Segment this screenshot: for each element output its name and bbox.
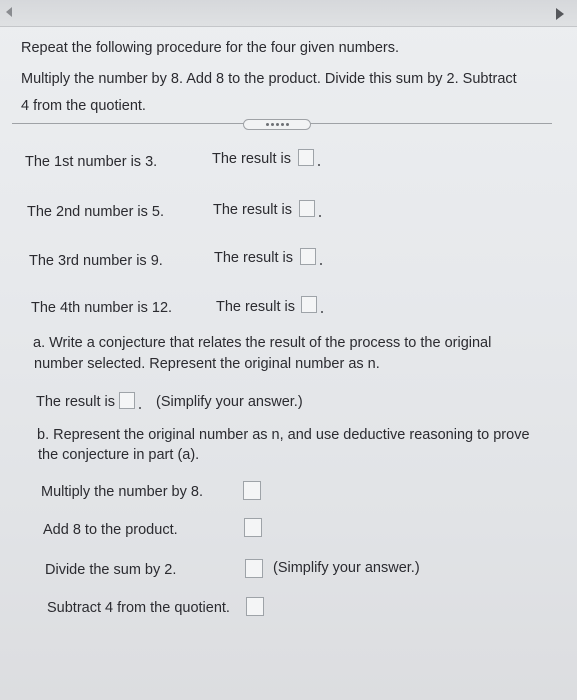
step-input-3[interactable] bbox=[245, 559, 263, 578]
step-label-4: Subtract 4 from the quotient. bbox=[47, 600, 230, 616]
result-input-4[interactable] bbox=[301, 296, 317, 313]
arrow-left-icon[interactable] bbox=[6, 7, 12, 17]
example-number-3: The 3rd number is 9. bbox=[29, 253, 163, 269]
instruction-line-2: Multiply the number by 8. Add 8 to the product. Divide this sum by 2. Subtract bbox=[21, 71, 517, 87]
step-input-2[interactable] bbox=[244, 518, 262, 537]
period-mark bbox=[139, 407, 141, 409]
part-a-simplify-note: (Simplify your answer.) bbox=[156, 394, 303, 410]
part-a-result-label: The result is bbox=[36, 394, 115, 410]
example-result-label-3: The result is bbox=[214, 250, 293, 266]
ellipsis-icon[interactable] bbox=[243, 119, 311, 130]
example-number-1: The 1st number is 3. bbox=[25, 154, 158, 170]
step-input-4[interactable] bbox=[246, 597, 264, 616]
example-number-4: The 4th number is 12. bbox=[31, 300, 173, 316]
instruction-line-3: 4 from the quotient. bbox=[21, 98, 146, 114]
instruction-line-1: Repeat the following procedure for the four given numbers. bbox=[21, 40, 400, 56]
example-number-2: The 2nd number is 5. bbox=[27, 204, 165, 220]
step-label-3: Divide the sum by 2. bbox=[45, 562, 177, 578]
period-mark bbox=[321, 311, 323, 313]
example-result-label-4: The result is bbox=[216, 299, 295, 315]
part-a-line-2: number selected. Represent the original number as n. bbox=[34, 356, 380, 372]
step-label-1: Multiply the number by 8. bbox=[41, 484, 203, 500]
example-result-label-2: The result is bbox=[213, 202, 292, 218]
step-simplify-note: (Simplify your answer.) bbox=[273, 560, 420, 576]
period-mark bbox=[320, 263, 322, 265]
result-input-2[interactable] bbox=[299, 200, 315, 217]
conjecture-input[interactable] bbox=[119, 392, 135, 409]
example-result-label-1: The result is bbox=[212, 151, 291, 167]
part-b-line-1: b. Represent the original number as n, and use deductive reasoning to prove bbox=[37, 427, 530, 443]
part-a-line-1: a. Write a conjecture that relates the result of the process to the original bbox=[33, 335, 492, 351]
step-label-2: Add 8 to the product. bbox=[43, 522, 178, 538]
arrow-right-icon[interactable] bbox=[556, 8, 564, 20]
part-b-line-2: the conjecture in part (a). bbox=[38, 447, 200, 463]
result-input-1[interactable] bbox=[298, 149, 314, 166]
step-input-1[interactable] bbox=[243, 481, 261, 500]
period-mark bbox=[318, 164, 320, 166]
top-toolbar bbox=[0, 0, 577, 27]
period-mark bbox=[319, 215, 321, 217]
result-input-3[interactable] bbox=[300, 248, 316, 265]
